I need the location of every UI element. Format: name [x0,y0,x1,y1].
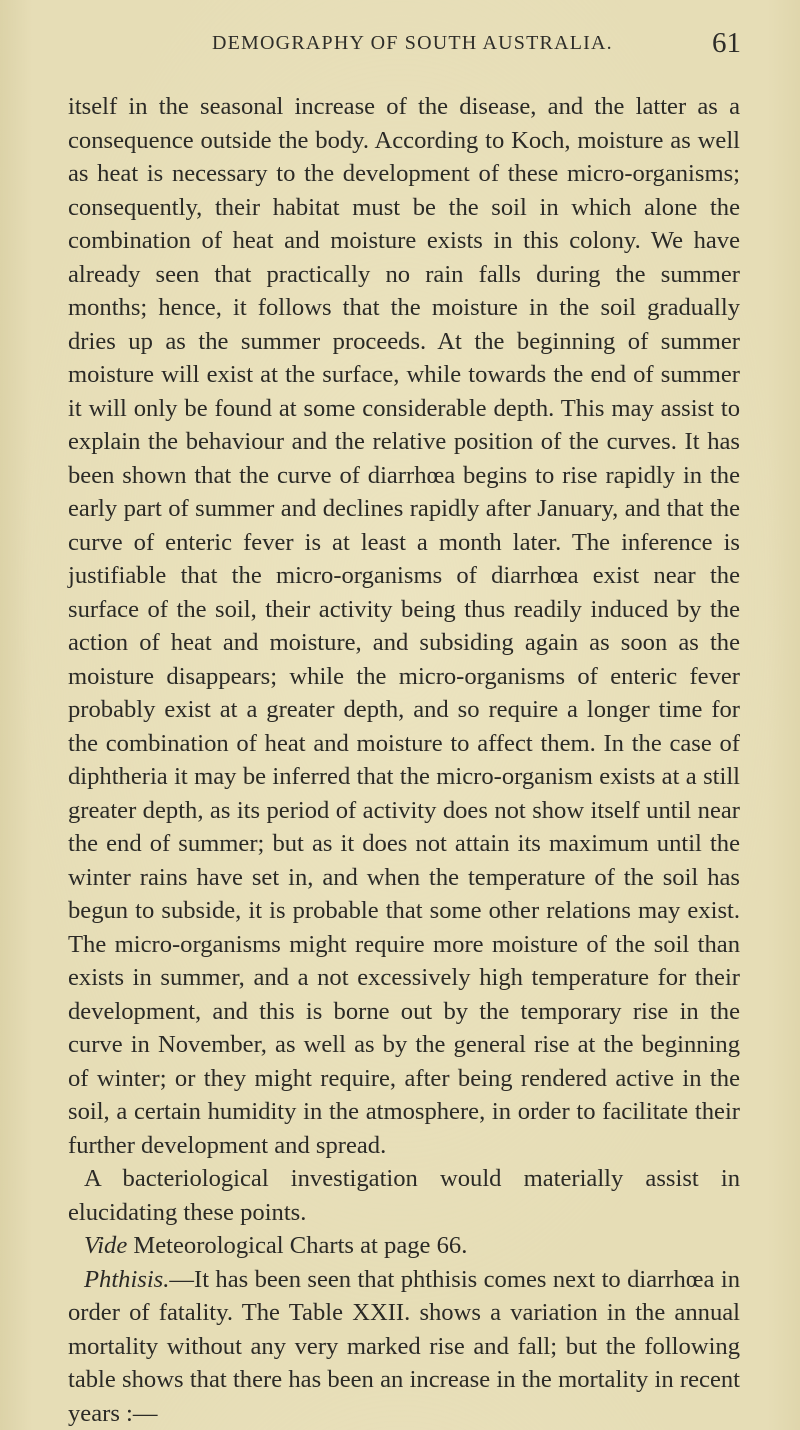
page-number: 61 [712,27,741,60]
paragraph-bacteriological: A bacteriological investigation would materially assist in elucidating these points. [68,1162,740,1229]
paragraph-phthisis [68,1263,740,1430]
paragraph-soil-theory: itself in the seasonal increase of the disease, and the latter as a consequence outside the body. According to Koch, moisture as well as heat is necessary to the development of these micro-organisms; consequently, their habitat must be the soil in which alone the combination of heat and moisture exists in this colony. We have already seen that practically no rain falls during the summer months; hence, it follows that the moisture in the soil gradually dries up as the summer proceeds. At the beginning of summer moisture will exist at the surface, while towards the end of summer it will only be found at some considerable depth. This may assist to explain the behaviour and the relative position of the curves. It has been shown that the curve of diarrhœa begins to rise rapidly in the early part of summer and declines rapidly after January, and that the curve of enteric fever is at least a month later. The inference is justifiable that the micro-organisms of diarrhœa exist near the surface of the soil, their activity being thus readily induced by the action of heat and moisture, and subsiding again as soon as the moisture disappears; while the micro-organisms of enteric fever probably exist at a greater depth, and so require a longer time for the combination of heat and moisture to affect them. In the case of diphtheria it may be inferred that the micro-organism exists at a still greater depth, as its period of activity does not show itself until near the end of summer; but as it does not attain its maximum until the winter rains have set in, and when the temperature of the soil has begun to subside, it is probable that some other relations may exist. The micro-organisms might require more moisture of the soil than exists in summer, and a not excessively high temperature for their development, and this is borne out by the temporary rise in the curve in November, as well as by the general rise at the beginning of winter; or they might require, after being rendered active in the soil, a certain humidity in the atmosphere, in order to facilitate their further development and spread. [68,90,740,1162]
phthisis-text: —It has been seen that phthisis comes next to diarrhœa in order of fatality. The Table XXII. shows a variation in the annual mortality without any very marked rise and fall; but the following table shows that there has been an increase in the mortality in recent years :— [68,1266,740,1427]
vide-italic: Vide [84,1232,127,1259]
phthisis-heading: Phthisis. [84,1266,169,1293]
body-text [68,90,740,1430]
vide-text: Meteorological Charts at page 66. [127,1232,467,1259]
paragraph-vide-reference [68,1229,740,1263]
running-head: DEMOGRAPHY OF SOUTH AUSTRALIA. [212,32,613,55]
